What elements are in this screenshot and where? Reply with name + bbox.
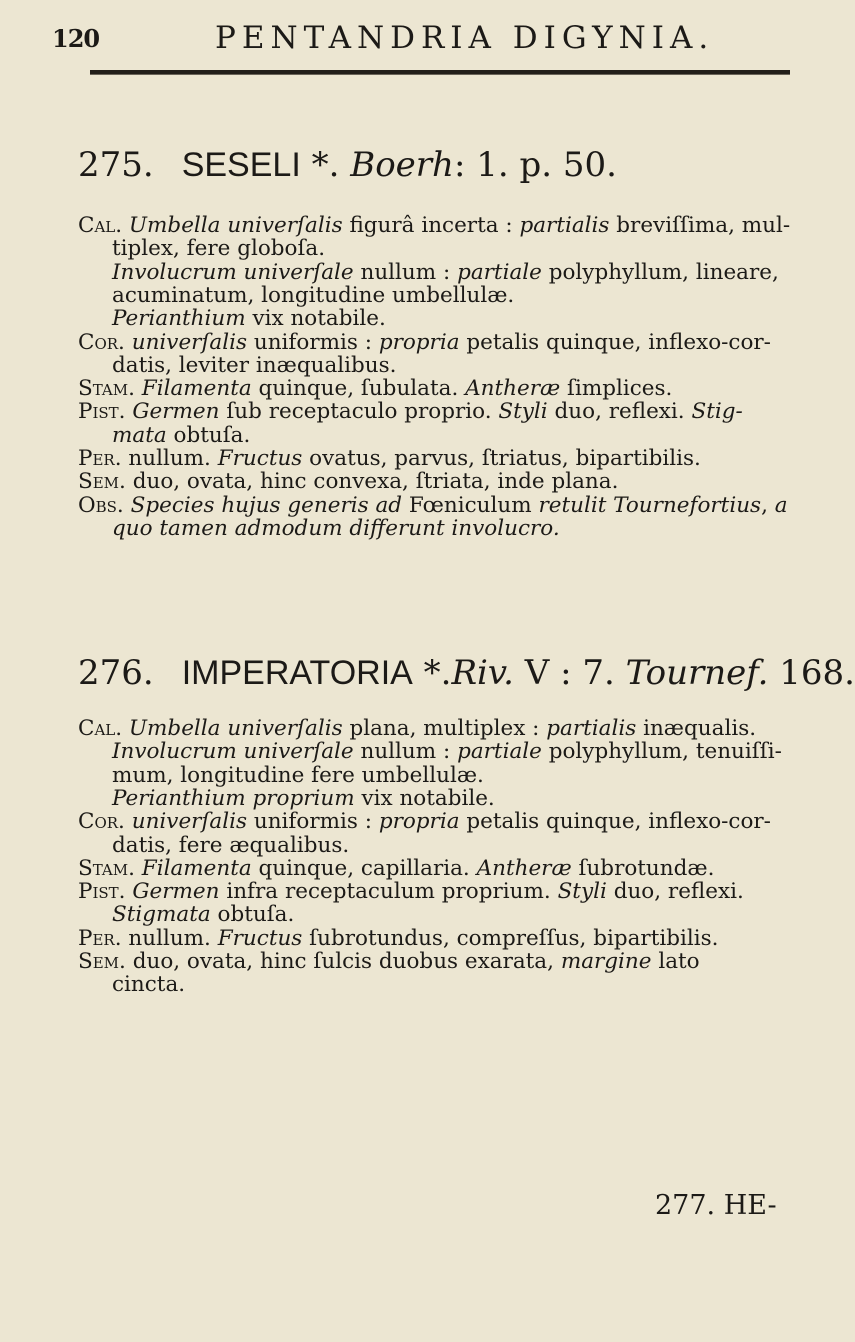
text-run: plana, multiplex : — [342, 716, 547, 741]
text-run: figurâ incerta : — [342, 213, 520, 238]
text-run: nullum : — [353, 739, 458, 765]
text-run: obtuſa. — [210, 902, 295, 928]
text-line — [78, 951, 700, 973]
text-run: Styli — [498, 399, 548, 425]
text-run: lato — [651, 949, 700, 974]
text-run: propria — [378, 329, 460, 355]
header-rule — [90, 70, 790, 75]
text-line — [112, 762, 484, 788]
page-number: 120 — [52, 24, 100, 53]
section-label: Sem. — [78, 469, 126, 495]
text-line — [78, 448, 701, 470]
text-run: Perianthium proprium — [112, 785, 355, 811]
genus-mark: *. — [311, 145, 340, 185]
text-run: Fructus — [217, 925, 303, 951]
text-run: obtuſa. — [166, 422, 251, 448]
text-run: breviſſima, mul- — [609, 213, 791, 238]
text-line — [78, 378, 672, 400]
text-line — [112, 352, 397, 378]
text-line — [78, 855, 715, 881]
section-label: Pist. — [78, 879, 126, 905]
text-run: cincta. — [112, 972, 186, 998]
text-run: univerſalis — [131, 809, 248, 835]
text-run: retulit Tournefortius — [538, 492, 762, 518]
text-line — [78, 811, 771, 833]
text-run: propria — [378, 809, 460, 835]
text-run: mata — [112, 422, 167, 448]
text-run: Species hujus generis ad — [130, 492, 403, 518]
text-run: partiale — [457, 739, 542, 765]
text-run: Involucrum univerſale — [112, 259, 354, 285]
text-run: Fructus — [217, 446, 303, 471]
genus-mark: *. — [423, 653, 452, 693]
text-run: Filamenta — [141, 376, 252, 402]
text-line — [112, 308, 386, 330]
text-line — [112, 785, 495, 811]
text-run: Fœniculum — [402, 492, 539, 518]
text-run: ſubrotundæ. — [571, 855, 715, 881]
text-line — [112, 832, 350, 858]
reference-locator: : 1. p. 50. — [453, 145, 617, 185]
text-run: Antheræ — [465, 376, 561, 402]
text-run: Umbella univerſalis — [128, 213, 343, 238]
text-line — [112, 422, 251, 448]
reference-locator: V : 7. — [513, 653, 626, 693]
text-run: ſub receptaculo proprio. — [219, 399, 499, 425]
text-run: petalis quinque, inflexo-cor- — [459, 809, 771, 835]
section-label: Cal. — [78, 213, 123, 238]
text-run: datis, leviter inæqualibus. — [112, 352, 397, 378]
text-line — [112, 974, 185, 996]
text-run: ſimplices. — [560, 376, 673, 402]
text-run: nullum : — [353, 259, 458, 285]
text-run: vix notabile. — [354, 785, 495, 811]
text-run: duo, reflexi. — [547, 399, 692, 425]
text-run: quo tamen admodum differunt involucro. — [112, 515, 560, 541]
text-run: vix notabile. — [245, 306, 386, 332]
text-run: Antheræ — [476, 855, 572, 881]
text-line — [78, 471, 618, 493]
text-run: univerſalis — [131, 329, 248, 355]
section-label: Stam. — [78, 376, 135, 402]
genus-heading-276 — [78, 653, 855, 693]
text-run: Germen — [132, 399, 220, 425]
text-run: Filamenta — [141, 855, 252, 881]
text-run: ovatus, parvus, ſtriatus, bipartibilis. — [302, 446, 701, 471]
text-line — [78, 718, 756, 740]
text-run: inæqualis. — [636, 716, 757, 741]
text-line — [78, 401, 743, 423]
text-line — [112, 515, 560, 541]
text-run: acuminatum, longitudine umbellulæ. — [112, 282, 515, 308]
reference-author-2: Tournef. — [625, 653, 769, 693]
genus-name: IMPERATORIA — [181, 654, 413, 692]
text-line — [112, 904, 294, 926]
running-header — [0, 20, 800, 60]
text-run: Perianthium — [112, 306, 246, 332]
text-run: nullum. — [121, 925, 218, 951]
text-run — [135, 376, 142, 401]
text-run: duo, ovata, hinc convexa, ſtriata, inde plana. — [125, 469, 619, 495]
text-run: uniformis : — [247, 329, 379, 355]
text-run: Umbella univerſalis — [128, 716, 343, 741]
text-run — [125, 330, 132, 355]
text-run — [122, 213, 129, 238]
text-line — [78, 329, 771, 355]
text-run: a — [774, 492, 788, 518]
text-run: Involucrum univerſale — [112, 739, 354, 765]
text-line — [78, 925, 719, 951]
text-run: infra receptaculum proprium. — [219, 879, 558, 905]
text-run — [122, 716, 129, 741]
text-run: partialis — [546, 716, 637, 741]
text-run: petalis quinque, inflexo-cor- — [459, 329, 771, 355]
section-label: Pist. — [78, 399, 126, 425]
text-run: Germen — [132, 879, 220, 905]
text-run: Stigmata — [112, 902, 211, 928]
text-run: quinque, ſubulata. — [251, 376, 466, 402]
section-label: Cal. — [78, 716, 123, 741]
genus-name: SESELI — [181, 146, 301, 184]
text-run: partiale — [457, 259, 542, 285]
running-title: PENTANDRIA DIGYNIA. — [215, 20, 715, 56]
text-line — [78, 881, 744, 903]
catchword: 277. HE- — [655, 1190, 777, 1221]
text-run: tiplex, fere globoſa. — [112, 236, 326, 262]
section-label: Cor. — [78, 809, 125, 835]
section-label: Cor. — [78, 329, 125, 355]
text-run: , — [761, 492, 775, 518]
section-label: Per. — [78, 446, 122, 471]
text-run: ſubrotundus, compreſſus, bipartibilis. — [302, 925, 719, 951]
reference-author: Riv. — [451, 653, 514, 693]
section-label: Per. — [78, 925, 122, 951]
text-run: datis, fere æqualibus. — [112, 832, 350, 858]
text-run: duo, ovata, hinc ſulcis duobus exarata, — [125, 949, 561, 974]
text-run: uniformis : — [247, 809, 379, 835]
text-run: polyphyllum, lineare, — [541, 259, 779, 285]
section-label: Obs. — [78, 492, 124, 518]
text-run — [125, 809, 132, 834]
text-line — [112, 741, 782, 763]
section-label: Stam. — [78, 855, 135, 881]
text-line — [112, 238, 325, 260]
genus-number: 275. — [78, 145, 154, 185]
genus-number: 276. — [78, 653, 154, 693]
text-run: Styli — [557, 879, 607, 905]
reference-author: Boerh — [350, 145, 454, 185]
text-run: Stig- — [691, 399, 743, 425]
text-run: duo, reflexi. — [606, 879, 744, 905]
text-run: quinque, capillaria. — [251, 855, 477, 881]
text-run — [124, 493, 131, 518]
text-run: mum, longitudine fere umbellulæ. — [112, 762, 484, 788]
genus-heading-275 — [78, 145, 617, 185]
text-line — [112, 282, 515, 308]
text-line — [78, 492, 788, 518]
section-label: Sem. — [78, 949, 126, 974]
text-run — [135, 856, 142, 881]
text-run: nullum. — [121, 446, 218, 471]
text-run: margine — [560, 949, 652, 974]
reference-locator-2: 168. — [768, 653, 855, 693]
text-run: polyphyllum, tenuiſſi- — [541, 739, 782, 765]
text-run: partialis — [519, 213, 610, 238]
text-line — [78, 215, 790, 237]
text-line — [112, 259, 779, 285]
